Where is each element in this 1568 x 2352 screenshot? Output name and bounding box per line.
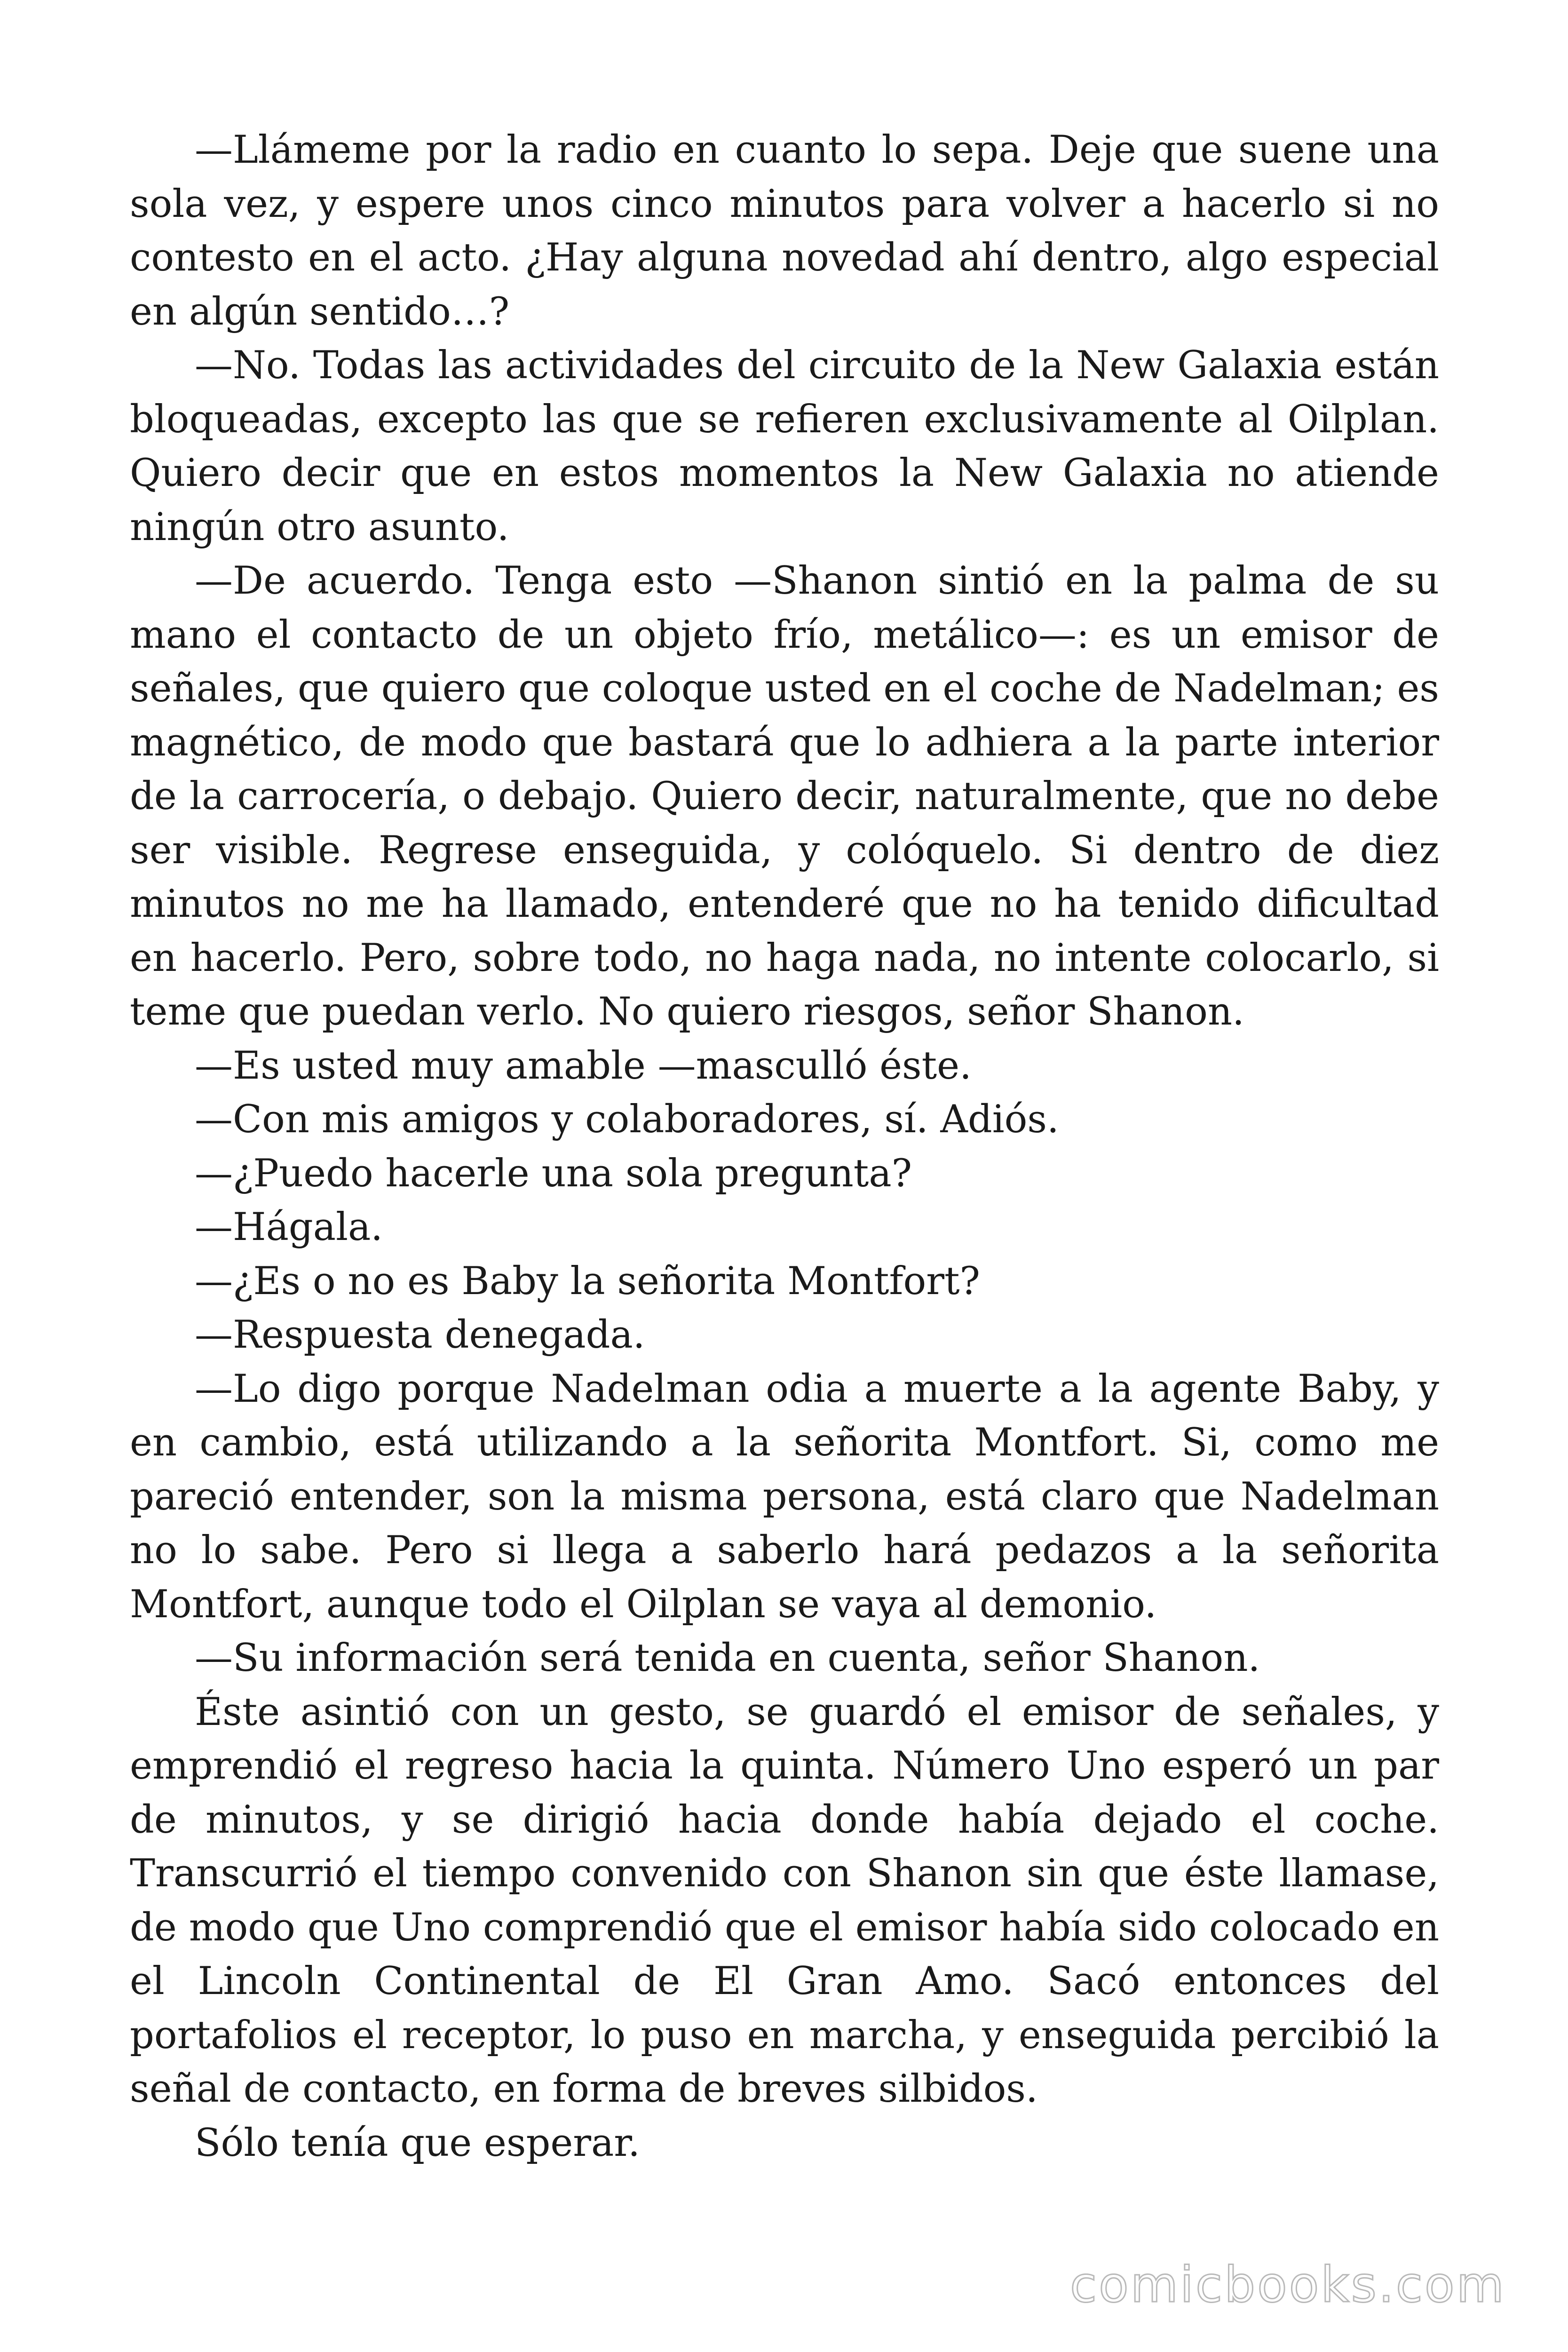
paragraph: —Es usted muy amable —masculló éste. (195, 1043, 972, 1088)
paragraph: —Hágala. (195, 1205, 383, 1249)
paragraph: —Con mis amigos y colaboradores, sí. Adiós. (195, 1097, 1059, 1142)
watermark: comicbooks.com (1069, 2256, 1506, 2313)
paragraph: —Su información será tenida en cuenta, señor Shanon. (195, 1636, 1260, 1680)
paragraph: —De acuerdo. Tenga esto —Shanon sintió en la palma de su mano el contacto de un objeto frío, metálico—: es un emisor de señales, que quiero que coloque usted en el coche de Nadelman; es magnético, de modo que bastará que lo adhiera a la parte interior de la carrocería, o debajo. Quiero decir, naturalmente, que no debe ser visible. Regrese enseguida, y colóquelo. Si dentro de diez minutos no me ha llamado, entenderé que no ha tenido dificultad en hacerlo. Pero, sobre todo, no haga nada, no intente colocarlo, si teme que puedan verlo. No quiero riesgos, señor Shanon. (130, 559, 1439, 1034)
paragraph: —Lo digo porque Nadelman odia a muerte a la agente Baby, y en cambio, está utilizando a la señorita Montfort. Si, como me pareció entender, son la misma persona, está claro que Nadelman no lo sabe. Pero si llega a saberlo hará pedazos a la señorita Montfort, aunque todo el Oilplan se vaya al demonio. (130, 1367, 1439, 1627)
paragraph: —Respuesta denegada. (195, 1313, 645, 1357)
paragraph: —¿Puedo hacerle una sola pregunta? (195, 1151, 912, 1196)
paragraph: —Llámeme por la radio en cuanto lo sepa. Deje que suene una sola vez, y espere unos cinco minutos para volver a hacerlo si no contesto en el acto. ¿Hay alguna novedad ahí dentro, algo especial en algún sentido…? (130, 128, 1439, 334)
paragraph: —No. Todas las actividades del circuito de la New Galaxia están bloqueadas, excepto las que se refieren exclusivamente al Oilplan. Quiero decir que en estos momentos la New Galaxia no atiende ningún otro asunto. (130, 343, 1439, 549)
paragraph: —¿Es o no es Baby la señorita Montfort? (195, 1259, 980, 1303)
paragraph: Sólo tenía que esperar. (195, 2121, 640, 2165)
paragraph: Éste asintió con un gesto, se guardó el emisor de señales, y emprendió el regreso hacia la quinta. Número Uno esperó un par de minutos, y se dirigió hacia donde había dejado el coche. Transcurrió el tiempo convenido con Shanon sin que éste llamase, de modo que Uno comprendió que el emisor había sido colocado en el Lincoln Continental de El Gran Amo. Sacó entonces del portafolios el receptor, lo puso en marcha, y enseguida percibió la señal de contacto, en forma de breves silbidos. (130, 1690, 1439, 2111)
body-text (130, 123, 1439, 2170)
